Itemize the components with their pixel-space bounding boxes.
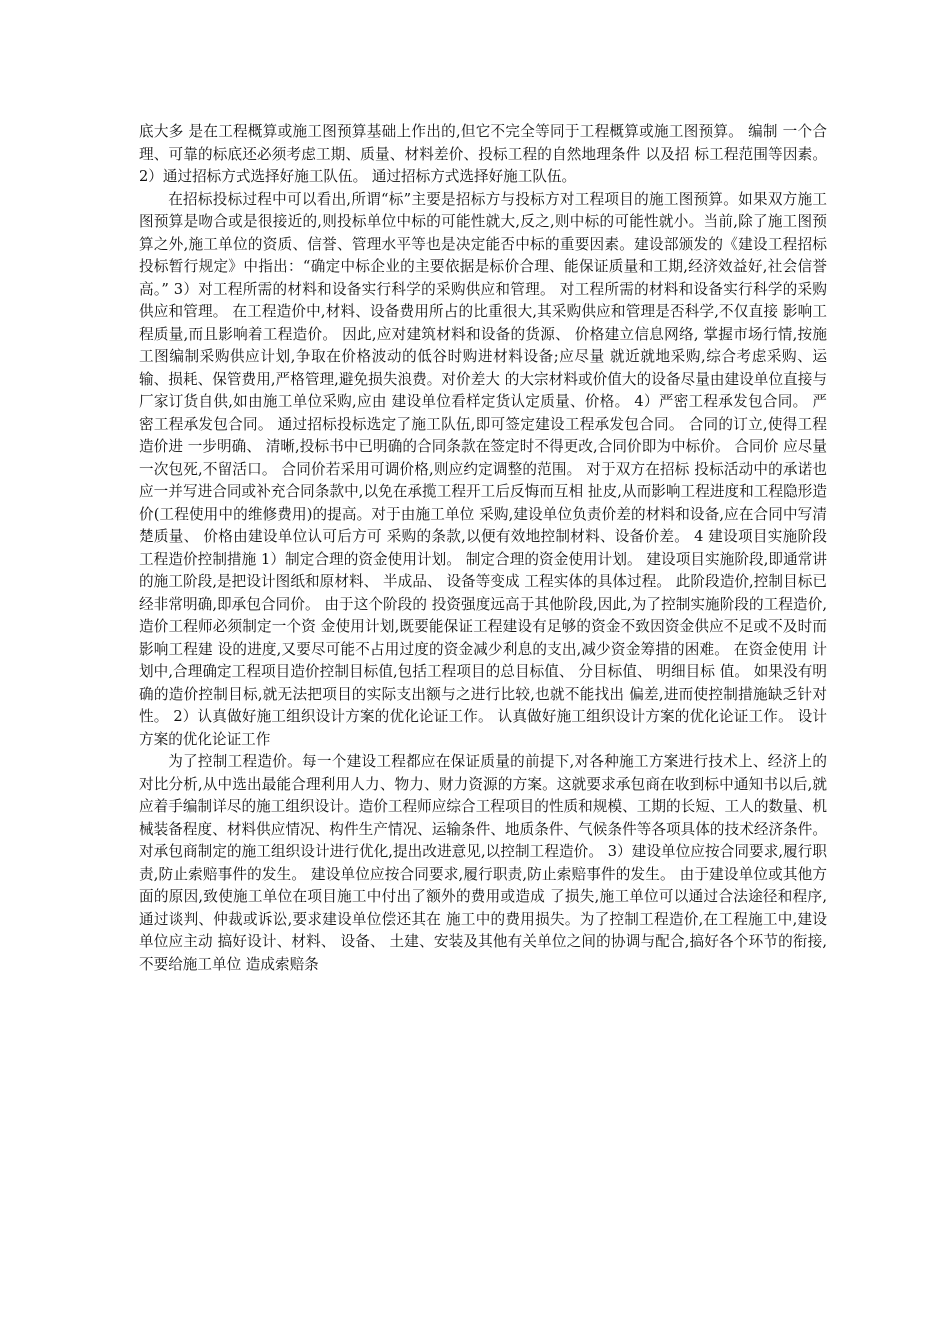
body-text <box>139 121 827 976</box>
paragraph-2: 在招标投标过程中可以看出,所谓“标”主要是招标方与投标方对工程项目的施工图预算。如果双方施工图预算是吻合或是很接近的,则投标单位中标的可能性就大,反之,则中标的可能性就小。当前,除了施工图预算之外,施工单位的资质、信誉、管理水平等也是决定能否中标的重要因素。建设部颁发的《建设工程招标投标暂行规定》中指出：“确定中标企业的主要依据是标价合理、能保证质量和工期,经济效益好,社会信誉高。” 3）对工程所需的材料和设备实行科学的采购供应和管理。 对工程所需的材料和设备实行科学的采购供应和管理。 在工程造价中,材料、设备费用所占的比重很大,其采购供应和管理是否科学,不仅直接 影响工程质量,而且影响着工程造价。 因此,应对建筑材料和设备的货源、 价格建立信息网络, 掌握市场行情,按施工图编制采购供应计划,争取在价格波动的低谷时购进材料设备;应尽量 就近就地采购,综合考虑采购、运输、损耗、保管费用,严格管理,避免损失浪费。对价差大 的大宗材料或价值大的设备尽量由建设单位直接与厂家订货自供,如由施工单位采购,应由 建设单位看样定货认定质量、价格。 4）严密工程承发包合同。 严密工程承发包合同。 通过招标投标选定了施工队伍,即可签定建设工程承发包合同。 合同的订立,使得工程造价进 一步明确、 清晰,投标书中已明确的合同条款在签定时不得更改,合同价即为中标价。 合同价 应尽量一次包死,不留活口。 合同价若采用可调价格,则应约定调整的范围。 对于双方在招标 投标活动中的承诺也应一并写进合同或补充合同条款中,以免在承揽工程开工后反悔而互相 扯皮,从而影响工程进度和工程隐形造价(工程使用中的维修费用)的提高。对于由施工单位 采购,建设单位负责价差的材料和设备,应在合同中写清楚质量、 价格由建设单位认可后方可 采购的条款,以便有效地控制材料、设备价差。 4 建设项目实施阶段工程造价控制措施 1）制定合理的资金使用计划。 制定合理的资金使用计划。 建设项目实施阶段,即通常讲的施工阶段,是把设计图纸和原材料、 半成品、 设备等变成 工程实体的具体过程。 此阶段造价,控制目标已经非常明确,即承包合同价。 由于这个阶段的 投资强度远高于其他阶段,因此,为了控制实施阶段的工程造价,造价工程师必须制定一个资 金使用计划,既要能保证工程建设有足够的资金不致因资金供应不足或不及时而影响工程建 设的进度,又要尽可能不占用过度的资金减少利息的支出,减少资金筹措的困难。 在资金使用 计划中,合理确定工程项目造价控制目标值,包括工程项目的总目标值、 分目标值、 明细目标 值。 如果没有明确的造价控制目标,就无法把项目的实际支出额与之进行比较,也就不能找出 偏差,进而使控制措施缺乏针对性。 2）认真做好施工组织设计方案的优化论证工作。 认真做好施工组织设计方案的优化论证工作。 设计方案的优化论证工作 <box>139 190 827 748</box>
paragraph-3: 为了控制工程造价。每一个建设工程都应在保证质量的前提下,对各种施工方案进行技术上、经济上的对比分析,从中选出最能合理利用人力、物力、财力资源的方案。这就要求承包商在收到标中通知书以后,就应着手编制详尽的施工组织设计。造价工程师应综合工程项目的性质和规模、工期的长短、工人的数量、机械装备程度、材料供应情况、构件生产情况、运输条件、地质条件、气候条件等各项具体的技术经济条件。对承包商制定的施工组织设计进行优化,提出改进意见,以控制工程造价。 3）建设单位应按合同要求,履行职责,防止索赔事件的发生。 建设单位应按合同要求,履行职责,防止索赔事件的发生。 由于建设单位或其他方面的原因,致使施工单位在项目施工中付出了额外的费用或造成 了损失,施工单位可以通过合法途径和程序,通过谈判、仲裁或诉讼,要求建设单位偿还其在 施工中的费用损失。为了控制工程造价,在工程施工中,建设单位应主动 搞好设计、材料、 设备、 土建、安装及其他有关单位之间的协调与配合,搞好各个环节的衔接,不要给施工单位 造成索赔条 <box>139 753 827 973</box>
paragraph-1: 底大多 是在工程概算或施工图预算基础上作出的,但它不完全等同于工程概算或施工图预算。 编制 一个合理、可靠的标底还必须考虑工期、质量、材料差价、投标工程的自然地理条件 以及招 标工程范围等因素。 2）通过招标方式选择好施工队伍。 通过招标方式选择好施工队伍。 <box>139 123 827 185</box>
